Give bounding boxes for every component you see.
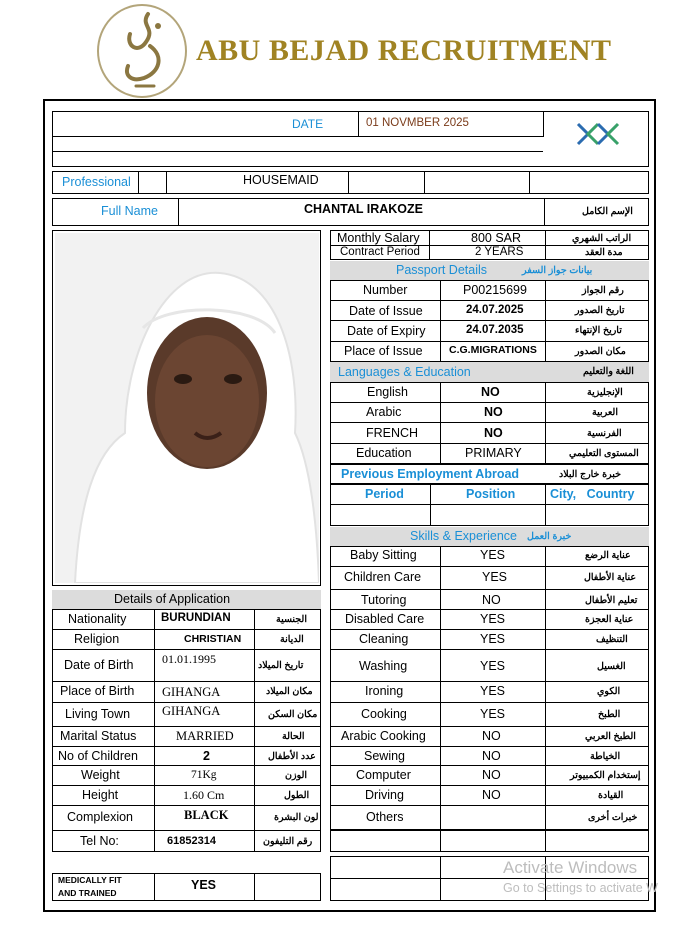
skill-value: YES — [480, 632, 506, 646]
skill-label: Baby Sitting — [350, 548, 417, 562]
arabic-ar: العربية — [592, 407, 618, 418]
employment-col-period: Period — [365, 487, 404, 501]
arabic-label: Arabic — [366, 405, 402, 419]
skill-value: YES — [480, 548, 506, 562]
skill-value: YES — [480, 684, 506, 698]
marital-status-ar: الحالة — [282, 731, 305, 742]
children-value: 2 — [203, 749, 210, 763]
complexion-ar: لون البشرة — [274, 812, 319, 823]
skill-ar: الطبخ العربي — [585, 731, 636, 742]
skill-value: NO — [482, 788, 501, 802]
skill-ar: الغسيل — [597, 661, 626, 672]
skill-label: Computer — [356, 768, 411, 782]
passport-number-ar: رقم الجواز — [582, 285, 624, 296]
date-of-issue-label: Date of Issue — [349, 304, 423, 318]
languages-header: Languages & Education اللغة والتعليم — [330, 362, 649, 382]
employment-header: Previous Employment Abroad خبرة خارج البلاد — [330, 464, 649, 484]
english-label: English — [367, 385, 408, 399]
watermark-line2: Go to Settings to activate W — [503, 881, 658, 895]
skill-ar: عناية الأطفال — [584, 572, 637, 583]
living-town-label: Living Town — [65, 707, 131, 721]
marital-status-label: Marital Status — [60, 729, 137, 743]
contract-period-label: Contract Period — [340, 246, 420, 258]
date-label: DATE — [292, 117, 324, 131]
date-of-issue-value: 24.07.2025 — [466, 304, 524, 316]
skill-label: Washing — [359, 659, 408, 673]
marital-status-value: MARRIED — [176, 729, 234, 743]
religion-ar: الديانة — [280, 634, 304, 645]
employment-col-location: City, Country — [550, 487, 635, 501]
skill-ar: الكوي — [597, 686, 621, 697]
date-of-birth-value: 01.01.1995 — [162, 652, 216, 666]
children-ar: عدد الأطفال — [268, 751, 316, 762]
religion-value: CHRISTIAN — [184, 633, 242, 645]
skill-label: Sewing — [364, 749, 405, 763]
skill-label: Others — [366, 810, 404, 824]
passport-number-label: Number — [363, 283, 408, 297]
skill-label: Ironing — [365, 684, 404, 698]
skill-ar: إستخدام الكمبيوتر — [570, 770, 641, 781]
monthly-salary-label: Monthly Salary — [337, 231, 420, 245]
medical-label-line2: AND TRAINED — [58, 888, 117, 898]
skill-ar: الخياطة — [590, 751, 621, 762]
tel-ar: رقم التليفون — [263, 836, 313, 847]
full-name-label: Full Name — [101, 204, 158, 218]
tel-value: 61852314 — [167, 835, 216, 847]
place-of-issue-ar: مكان الصدور — [575, 346, 626, 357]
skill-ar: القيادة — [598, 790, 624, 801]
complexion-value: BLACK — [184, 808, 229, 822]
place-of-birth-label: Place of Birth — [60, 684, 135, 698]
skill-label: Cooking — [361, 707, 407, 721]
nationality-value: BURUNDIAN — [161, 612, 231, 624]
date-of-expiry-value: 24.07.2035 — [466, 324, 524, 336]
skill-label: Tutoring — [361, 593, 407, 607]
living-town-ar: مكان السكن — [268, 709, 318, 720]
education-label: Education — [356, 446, 412, 460]
skill-ar: خبرات أخرى — [588, 812, 638, 823]
english-value: NO — [481, 385, 500, 399]
skill-label: Disabled Care — [345, 612, 425, 626]
place-of-birth-value: GIHANGA — [162, 685, 221, 699]
skill-value: NO — [482, 768, 501, 782]
date-of-issue-ar: تاريخ الصدور — [575, 305, 625, 316]
skill-value: YES — [480, 707, 506, 721]
monthly-salary-ar: الراتب الشهري — [572, 233, 632, 244]
date-value: 01 NOVMBER 2025 — [366, 117, 469, 129]
agency-emblem-icon — [574, 120, 622, 146]
arabic-value: NO — [484, 405, 503, 419]
place-of-issue-value: C.G.MIGRATIONS — [449, 344, 537, 356]
skill-value: YES — [482, 570, 508, 584]
french-value: NO — [484, 426, 503, 440]
application-header: Details of Application — [52, 590, 321, 609]
skill-ar: عناية العجزة — [585, 614, 634, 625]
skills-header: Skills & Experience خبرة العمل — [330, 527, 649, 546]
employment-col-position: Position — [466, 487, 516, 501]
place-of-issue-label: Place of Issue — [344, 344, 423, 358]
skill-value: NO — [482, 749, 501, 763]
nationality-label: Nationality — [68, 612, 127, 626]
skill-value: NO — [482, 729, 501, 743]
skill-value: YES — [480, 659, 506, 673]
watermark-line1: Activate Windows — [503, 858, 638, 877]
skill-ar: عناية الرضع — [585, 550, 631, 561]
height-ar: الطول — [284, 790, 310, 801]
religion-label: Religion — [74, 632, 120, 646]
contract-period-ar: مدة العقد — [585, 247, 623, 258]
skill-label: Children Care — [344, 570, 422, 584]
children-label: No of Children — [58, 749, 138, 763]
english-ar: الإنجليزية — [587, 387, 623, 398]
skill-value: YES — [480, 612, 506, 626]
tel-label: Tel No: — [80, 834, 119, 848]
professional-label: Professional — [62, 175, 131, 189]
company-name: ABU BEJAD RECRUITMENT — [196, 34, 612, 67]
weight-label: Weight — [81, 768, 120, 782]
monthly-salary-value: 800 SAR — [471, 231, 522, 245]
weight-value: 71Kg — [191, 769, 217, 781]
skill-label: Driving — [365, 788, 404, 802]
candidate-photo — [55, 233, 319, 583]
skill-ar: تعليم الأطفال — [585, 595, 638, 606]
date-of-expiry-label: Date of Expiry — [347, 324, 426, 338]
medical-value: YES — [191, 878, 217, 892]
nationality-ar: الجنسية — [276, 614, 307, 625]
calligraphy-logo-icon — [110, 6, 174, 92]
skill-label: Cleaning — [359, 632, 409, 646]
skill-label: Arabic Cooking — [341, 729, 426, 743]
french-ar: الفرنسية — [587, 428, 622, 439]
medical-label-line1: MEDICALLY FIT — [58, 875, 122, 885]
weight-ar: الوزن — [285, 770, 308, 781]
professional-value: HOUSEMAID — [243, 173, 319, 187]
height-value: 1.60 Cm — [183, 788, 225, 802]
full-name-label-ar: الإسم الكامل — [582, 206, 633, 217]
date-of-expiry-ar: تاريخ الإنتهاء — [575, 325, 622, 336]
full-name-value: CHANTAL IRAKOZE — [304, 202, 423, 216]
complexion-label: Complexion — [67, 810, 134, 824]
skill-ar: الطبخ — [598, 709, 621, 720]
education-value: PRIMARY — [465, 446, 522, 460]
skill-ar: التنظيف — [596, 634, 628, 645]
date-of-birth-label: Date of Birth — [64, 658, 134, 672]
passport-number-value: P00215699 — [463, 283, 527, 297]
french-label: FRENCH — [366, 426, 419, 440]
passport-header: Passport Details بيانات جواز السفر — [330, 261, 649, 280]
date-of-birth-ar: تاريخ الميلاد — [258, 660, 304, 671]
contract-period-value: 2 YEARS — [475, 246, 524, 258]
place-of-birth-ar: مكان الميلاد — [266, 686, 313, 697]
education-ar: المستوى التعليمي — [569, 448, 639, 459]
skill-value: NO — [482, 593, 501, 607]
height-label: Height — [82, 788, 119, 802]
living-town-value: GIHANGA — [162, 704, 221, 718]
